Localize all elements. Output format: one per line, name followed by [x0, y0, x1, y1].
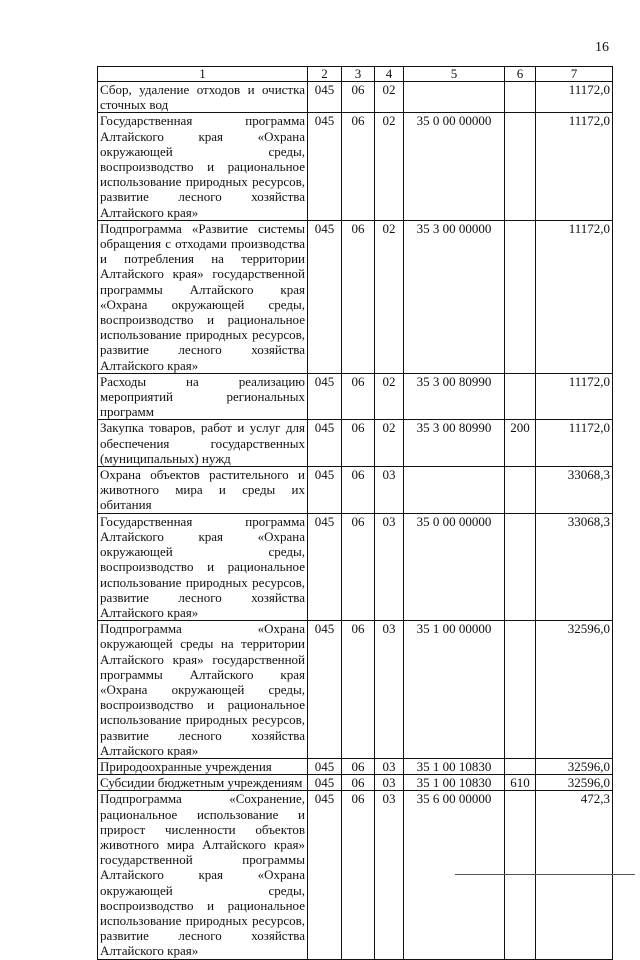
- row-expense-type: [505, 113, 536, 220]
- row-code-section: 06: [342, 82, 375, 113]
- table-row: [98, 758, 613, 774]
- row-name: Государственная программа Алтайского края «Охрана окружающей среды, воспроизводство и рациональное использование природных ресурсов, развитие лесного хозяйства Алтайского края»: [98, 513, 308, 620]
- row-name: Охрана объектов растительного и животного мира и среды их обитания: [98, 467, 308, 514]
- table-row: [98, 467, 613, 514]
- column-header-3: 3: [342, 67, 375, 82]
- row-name: Закупка товаров, работ и услуг для обеспечения государственных (муниципальных) нужд: [98, 420, 308, 467]
- row-amount: 11172,0: [536, 373, 613, 420]
- row-amount: 11172,0: [536, 113, 613, 220]
- column-header-2: 2: [308, 67, 342, 82]
- row-expense-type: 200: [505, 420, 536, 467]
- table-row: [98, 82, 613, 113]
- row-code-section: 06: [342, 420, 375, 467]
- row-code-subsection: 03: [375, 791, 404, 959]
- row-code-section: 06: [342, 621, 375, 759]
- row-code-ministry: 045: [308, 791, 342, 959]
- row-code-subsection: 03: [375, 758, 404, 774]
- row-target-code: 35 3 00 00000: [404, 220, 505, 373]
- row-expense-type: 610: [505, 775, 536, 791]
- row-code-subsection: 02: [375, 373, 404, 420]
- table-row: [98, 775, 613, 791]
- bottom-divider: [455, 874, 635, 875]
- row-target-code: 35 6 00 00000: [404, 791, 505, 959]
- table-row: [98, 113, 613, 220]
- row-code-ministry: 045: [308, 621, 342, 759]
- table-row: [98, 513, 613, 620]
- row-expense-type: [505, 220, 536, 373]
- row-target-code: [404, 467, 505, 514]
- row-code-subsection: 02: [375, 220, 404, 373]
- page-number: 16: [595, 40, 609, 55]
- row-code-subsection: 02: [375, 113, 404, 220]
- row-expense-type: [505, 621, 536, 759]
- column-header-4: 4: [375, 67, 404, 82]
- row-code-subsection: 02: [375, 420, 404, 467]
- row-name: Сбор, удаление отходов и очистка сточных вод: [98, 82, 308, 113]
- column-header-7: 7: [536, 67, 613, 82]
- row-expense-type: [505, 467, 536, 514]
- budget-table: [97, 66, 613, 960]
- row-code-ministry: 045: [308, 775, 342, 791]
- table-row: [98, 621, 613, 759]
- row-code-ministry: 045: [308, 82, 342, 113]
- row-target-code: 35 1 00 00000: [404, 621, 505, 759]
- row-code-section: 06: [342, 775, 375, 791]
- row-name: Подпрограмма «Сохранение, рациональное использование и прирост численности объектов животного мира Алтайского края» государственной программы Алтайского края «Охрана окружающей среды, воспроизводство и рациональное использование природных ресурсов, развитие лесного хозяйства Алтайского края»: [98, 791, 308, 959]
- column-header-1: 1: [98, 67, 308, 82]
- column-header-5: 5: [404, 67, 505, 82]
- row-name: Расходы на реализацию мероприятий региональных программ: [98, 373, 308, 420]
- row-code-ministry: 045: [308, 758, 342, 774]
- row-amount: 11172,0: [536, 82, 613, 113]
- row-expense-type: [505, 513, 536, 620]
- header-row: [98, 67, 613, 82]
- row-code-ministry: 045: [308, 420, 342, 467]
- row-code-section: 06: [342, 467, 375, 514]
- row-code-section: 06: [342, 791, 375, 959]
- row-code-ministry: 045: [308, 220, 342, 373]
- row-amount: 33068,3: [536, 513, 613, 620]
- row-code-subsection: 03: [375, 775, 404, 791]
- row-target-code: 35 1 00 10830: [404, 758, 505, 774]
- row-name: Природоохранные учреждения: [98, 758, 308, 774]
- table-row: [98, 220, 613, 373]
- row-code-subsection: 03: [375, 621, 404, 759]
- row-target-code: 35 3 00 80990: [404, 420, 505, 467]
- row-code-ministry: 045: [308, 113, 342, 220]
- row-code-subsection: 03: [375, 467, 404, 514]
- row-amount: 11172,0: [536, 420, 613, 467]
- column-header-6: 6: [505, 67, 536, 82]
- row-amount: 32596,0: [536, 621, 613, 759]
- row-name: Подпрограмма «Развитие системы обращения с отходами производства и потребления на территории Алтайского края» государственной программы Алтайского края «Охрана окружающей среды, воспроизводство и рациональное использование природных ресурсов, развитие лесного хозяйства Алтайского края»: [98, 220, 308, 373]
- row-target-code: 35 0 00 00000: [404, 113, 505, 220]
- row-code-ministry: 045: [308, 467, 342, 514]
- row-expense-type: [505, 758, 536, 774]
- row-code-section: 06: [342, 513, 375, 620]
- row-expense-type: [505, 82, 536, 113]
- table-row: [98, 420, 613, 467]
- row-target-code: [404, 82, 505, 113]
- row-amount: 33068,3: [536, 467, 613, 514]
- row-target-code: 35 1 00 10830: [404, 775, 505, 791]
- row-expense-type: [505, 373, 536, 420]
- row-target-code: 35 0 00 00000: [404, 513, 505, 620]
- row-amount: 472,3: [536, 791, 613, 959]
- row-amount: 32596,0: [536, 775, 613, 791]
- row-code-section: 06: [342, 758, 375, 774]
- table-row: [98, 373, 613, 420]
- row-amount: 32596,0: [536, 758, 613, 774]
- row-code-section: 06: [342, 113, 375, 220]
- row-target-code: 35 3 00 80990: [404, 373, 505, 420]
- row-code-ministry: 045: [308, 373, 342, 420]
- row-code-subsection: 03: [375, 513, 404, 620]
- row-name: Подпрограмма «Охрана окружающей среды на территории Алтайского края» государственной программы Алтайского края «Охрана окружающей среды, воспроизводство и рациональное использование природных ресурсов, развитие лесного хозяйства Алтайского края»: [98, 621, 308, 759]
- row-code-section: 06: [342, 373, 375, 420]
- row-code-section: 06: [342, 220, 375, 373]
- row-name: Государственная программа Алтайского края «Охрана окружающей среды, воспроизводство и рациональное использование природных ресурсов, развитие лесного хозяйства Алтайского края»: [98, 113, 308, 220]
- row-code-subsection: 02: [375, 82, 404, 113]
- row-amount: 11172,0: [536, 220, 613, 373]
- row-name: Субсидии бюджетным учреждениям: [98, 775, 308, 791]
- row-code-ministry: 045: [308, 513, 342, 620]
